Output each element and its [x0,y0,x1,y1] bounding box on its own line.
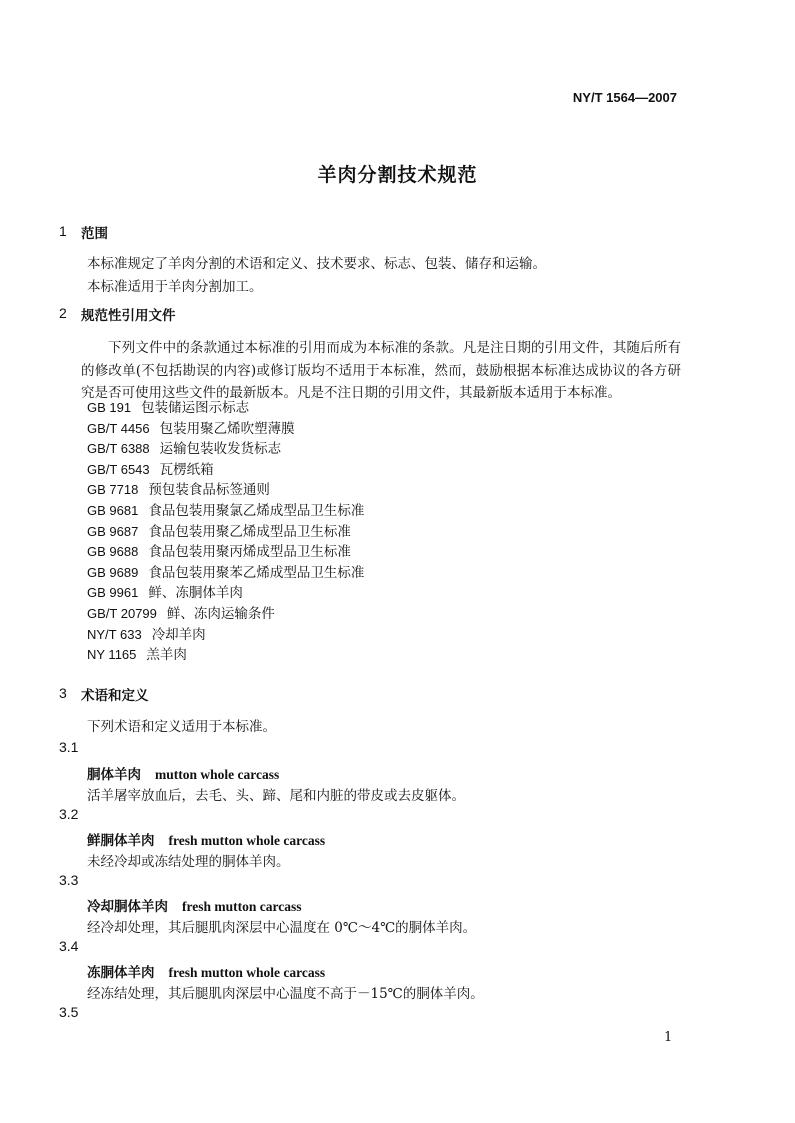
reference-code: NY/T 633 [87,626,142,642]
section-2-paragraph: 下列文件中的条款通过本标准的引用而成为本标准的条款。凡是注日期的引用文件，其随后所有的修改单(不包括勘误的内容)或修订版均不适用于本标准，然而，鼓励根据本标准达成协议的各方研究是否可使用这些文件的最新版本。凡是不注日期的引用文件，其最新版本适用于本标准。 [81,340,681,401]
reference-item [87,645,364,666]
term-english: fresh mutton whole carcass [168,965,326,980]
reference-code: GB/T 6388 [87,441,150,457]
term-number: 3.3 [59,872,79,888]
section-2-title: 规范性引用文件 [81,308,176,324]
reference-item [87,398,364,419]
term-definition: 未经冷却或冻结处理的胴体羊肉。 [87,854,290,870]
section-2-number: 2 [59,305,67,321]
term-english: mutton whole carcass [155,767,280,782]
reference-item [87,419,364,440]
reference-name: 鲜、冻肉运输条件 [166,605,275,622]
term-heading [87,895,302,915]
term-chinese: 鲜胴体羊肉 [87,833,155,849]
reference-name: 食品包装用聚氯乙烯成型品卫生标准 [148,502,365,519]
term-chinese: 冻胴体羊肉 [87,965,155,981]
term-number: 3.4 [59,938,79,954]
reference-code: GB 7718 [87,482,139,498]
reference-code: GB 9688 [87,544,139,560]
section-3-title: 术语和定义 [81,688,149,704]
reference-name: 食品包装用聚苯乙烯成型品卫生标准 [148,564,365,581]
term-heading [87,763,279,783]
reference-name: 包装储运图示标志 [141,400,250,416]
section-3-number: 3 [59,685,67,701]
term-english: fresh mutton whole carcass [168,833,326,848]
reference-code: GB 9961 [87,585,139,601]
reference-code: GB/T 4456 [87,420,150,436]
term-chinese: 胴体羊肉 [87,767,141,783]
term-chinese: 冷却胴体羊肉 [87,899,168,915]
reference-code: GB 9681 [87,502,139,518]
section-1-number: 1 [59,223,67,239]
term-definition: 经冻结处理，其后腿肌肉深层中心温度不高于－15℃的胴体羊肉。 [87,986,484,1002]
reference-item [87,522,364,543]
reference-name: 运输包装收发货标志 [159,441,282,458]
reference-name: 羔羊肉 [146,647,187,664]
section-1-line-1: 本标准规定了羊肉分割的术语和定义、技术要求、标志、包装、储存和运输。 [87,256,546,272]
reference-name: 预包装食品标签通则 [148,482,270,499]
reference-item [87,604,364,625]
reference-item [87,563,364,584]
term-definition: 活羊屠宰放血后，去毛、头、蹄、尾和内脏的带皮或去皮躯体。 [87,788,465,804]
reference-code: GB 191 [87,400,132,415]
reference-name: 包装用聚乙烯吹塑薄膜 [159,420,295,437]
reference-name: 冷却羊肉 [151,626,206,643]
reference-code: GB 9689 [87,564,139,580]
reference-name: 鲜、冻胴体羊肉 [148,585,243,602]
term-english: fresh mutton carcass [182,899,302,914]
reference-list [87,398,364,666]
reference-item [87,439,364,460]
section-1-title: 范围 [81,226,108,242]
section-3-intro: 下列术语和定义适用于本标准。 [87,719,276,735]
term-heading [87,829,325,849]
reference-name: 食品包装用聚丙烯成型品卫生标准 [148,544,351,561]
reference-item [87,583,364,604]
reference-item [87,625,364,646]
document-title: 羊肉分割技术规范 [317,164,478,186]
term-number: 3.2 [59,806,79,822]
page-number: 1 [664,1030,673,1045]
reference-item [87,460,364,481]
reference-item [87,542,364,563]
reference-name: 瓦楞纸箱 [159,461,214,478]
term-heading [87,961,325,981]
term-number: 3.1 [59,739,79,755]
reference-code: GB 9687 [87,523,139,539]
reference-code: GB/T 20799 [87,605,157,621]
term-number: 3.5 [59,1004,79,1020]
reference-name: 食品包装用聚乙烯成型品卫生标准 [148,523,351,540]
section-1-line-2: 本标准适用于羊肉分割加工。 [87,279,263,295]
reference-item [87,501,364,522]
standard-number: NY/T 1564—2007 [572,90,677,105]
reference-code: NY 1165 [87,647,137,663]
reference-item [87,480,364,501]
reference-code: GB/T 6543 [87,461,150,477]
term-definition: 经冷却处理，其后腿肌肉深层中心温度在 0℃～4℃的胴体羊肉。 [87,920,477,936]
